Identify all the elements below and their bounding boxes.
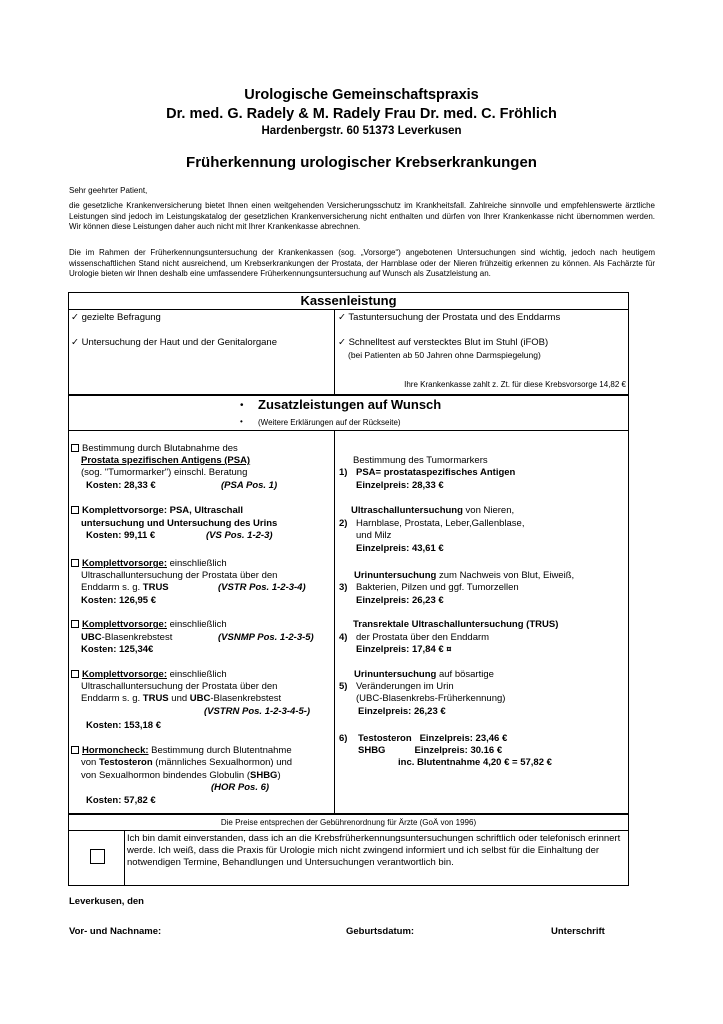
birthdate-label: Geburtsdatum:	[346, 926, 415, 937]
option-vstr: Komplettvorsorge: einschließlich	[71, 558, 227, 570]
option-psa: Bestimmung durch Blutabnahme des	[71, 443, 238, 455]
price-6-total: inc. Blutentnahme 4,20 € = 57,82 €	[398, 757, 552, 768]
vsnmp-line-2: UBC-Blasenkrebstest	[81, 632, 173, 643]
zusatz-subtitle: (Weitere Erklärungen auf der Rückseite)	[258, 418, 401, 427]
vs-line-2: untersuchung und Untersuchung des Urins	[81, 518, 278, 529]
consent-header-divider	[68, 830, 629, 831]
zusatz-title: Zusatzleistungen auf Wunsch	[258, 397, 442, 412]
zusatz-bullet-2: •	[240, 417, 243, 426]
psa-antigen-label: Prostata spezifischen Antigens (PSA)	[81, 455, 251, 466]
kassen-pay-note: Ihre Krankenkasse zahlt z. Zt. für diese Krebsvorsorge 14,82 €	[404, 380, 626, 389]
hor-code: (HOR Pos. 6)	[211, 782, 270, 793]
intro-paragraph-1: die gesetzliche Krankenversicherung bietet Ihnen einen weitgehenden Versicherungsschutz im Krankheitsfall. Zahlreiche sinnvolle und empfehlenswerte ärztliche Leistungen sind jedoch im Leistungskatalog der gesetzlichen Krankenversicherung nicht enthalten und dürfen von Ihrer Krankenkasse nicht übernommen werden. Wir können diese Leistungen daher auch nicht mit Ihrer Krankenkasse abrechnen.	[69, 201, 655, 232]
signature-label: Unterschrift	[551, 926, 605, 937]
hor-cost: Kosten: 57,82 €	[86, 795, 156, 806]
consent-text: Ich bin damit einverstanden, dass ich an die Krebsfrüherkennungsuntersuchungen schriftlich oder telefonisch erinnert werde. Ich weiß, dass die Praxis für Urologie mich nicht zwingend informiert und ich selbst für die Einhaltung der notwendigen Termine, Behandlungen und Untersuchungen verantwortlich bin.	[127, 833, 621, 869]
price-1-number: 1)	[339, 467, 348, 478]
vstr-checkbox[interactable]	[71, 559, 79, 567]
price-5-line-3: (UBC-Blasenkrebs-Früherkennung)	[356, 693, 506, 704]
vstr-line-2: Ultraschalluntersuchung der Prostata über den	[81, 570, 278, 581]
price-3-amount: Einzelpreis: 26,23 €	[356, 595, 444, 606]
doctors-line: Dr. med. G. Radely & M. Radely Frau Dr. med. C. Fröhlich	[166, 106, 557, 122]
consent-checkbox[interactable]	[90, 849, 105, 864]
option-vstrn: Komplettvorsorge: einschließlich	[71, 669, 227, 681]
vs-checkbox[interactable]	[71, 506, 79, 514]
price-2-amount: Einzelpreis: 43,61 €	[356, 543, 444, 554]
practice-address: Hardenbergstr. 60 51373 Leverkusen	[261, 125, 462, 137]
zusatz-header-divider	[68, 430, 629, 431]
kassen-item-ifob-note: (bei Patienten ab 50 Jahren ohne Darmspiegelung)	[348, 350, 541, 360]
hormoncheck-checkbox[interactable]	[71, 746, 79, 754]
vsnmp-checkbox[interactable]	[71, 620, 79, 628]
price-1-line-2: PSA= prostataspezifisches Antigen	[356, 467, 516, 478]
vsnmp-cost: Kosten: 125,34€	[81, 644, 154, 655]
price-3-line-2: Bakterien, Pilzen und ggf. Tumorzellen	[356, 582, 519, 593]
price-5-amount: Einzelpreis: 26,23 €	[358, 706, 446, 717]
price-4-line-1: Transrektale Ultraschalluntersuchung (TRUS)	[353, 619, 559, 630]
kassen-header-divider	[68, 309, 629, 310]
practice-name: Urologische Gemeinschaftspraxis	[244, 87, 479, 103]
price-4-number: 4)	[339, 632, 348, 643]
psa-checkbox[interactable]	[71, 444, 79, 452]
vstrn-line-3: Enddarm s. g. TRUS und UBC-Blasenkrebstest	[81, 693, 282, 704]
price-2-number: 2)	[339, 518, 348, 529]
price-5-line-1: Urinuntersuchung auf bösartige	[354, 669, 494, 680]
kassen-item-befragung: ✓ gezielte Befragung	[71, 312, 161, 323]
price-1-amount: Einzelpreis: 28,33 €	[356, 480, 444, 491]
price-5-number: 5)	[339, 681, 348, 692]
option-hormoncheck: Hormoncheck: Bestimmung durch Blutentnahme	[71, 745, 292, 757]
name-label: Vor- und Nachname:	[69, 926, 162, 937]
price-1-line-1: Bestimmung des Tumormarkers	[353, 455, 488, 466]
vstr-line-3: Enddarm s. g. TRUS	[81, 582, 169, 593]
vstrn-cost: Kosten: 153,18 €	[86, 720, 161, 731]
price-2-line-2: Harnblase, Prostata, Leber,Gallenblase,	[356, 518, 525, 529]
kassen-column-divider	[334, 309, 335, 395]
hor-line-2: von Testosteron (männliches Sexualhormon) und	[81, 757, 293, 768]
psa-cost: Kosten: 28,33 €	[86, 480, 156, 491]
psa-code: (PSA Pos. 1)	[221, 480, 278, 491]
price-3-number: 3)	[339, 582, 348, 593]
vstrn-line-2: Ultraschalluntersuchung der Prostata über den	[81, 681, 278, 692]
zusatz-column-divider	[334, 430, 335, 814]
price-3-line-1: Urinuntersuchung zum Nachweis von Blut, Eiweiß,	[354, 570, 575, 581]
price-2-line-3: und Milz	[356, 530, 392, 541]
kassen-item-haut: ✓ Untersuchung der Haut und der Genitalorgane	[71, 337, 278, 348]
option-vsnmp: Komplettvorsorge: einschließlich	[71, 619, 227, 631]
salutation: Sehr geehrter Patient,	[69, 186, 148, 195]
place-date-label: Leverkusen, den	[69, 896, 144, 907]
intro-paragraph-2: Die im Rahmen der Früherkennungsuntersuchung der Krankenkassen (sog. „Vorsorge“) angebotenen Untersuchungen sind wichtig, jedoch nach heutigem wissenschaftlichen Stand nicht ausreichend, um Krebserkrankungen der Prostata, der Harnblase oder der Nieren frühzeitig erkennen zu können. Als Fachärzte für Urologie bieten wir Ihnen deshalb eine umfassendere Früherkennungsuntersuchung auf Wunsch als Zusatzleistung an.	[69, 248, 655, 279]
prices-note: Die Preise entsprechen der Gebührenordnung für Ärzte (GoÄ von 1996)	[220, 818, 477, 827]
vstrn-checkbox[interactable]	[71, 670, 79, 678]
vs-cost: Kosten: 99,11 €	[86, 530, 156, 541]
zusatz-bullet: •	[240, 400, 244, 411]
price-5-line-2: Veränderungen im Urin	[356, 681, 454, 692]
document-title: Früherkennung urologischer Krebserkrankungen	[186, 154, 537, 171]
option-vs: Komplettvorsorge: PSA, Ultraschall	[71, 505, 243, 517]
kassen-title: Kassenleistung	[300, 293, 397, 308]
consent-column-divider	[124, 830, 125, 886]
hor-line-3: von Sexualhormon bindendes Globulin (SHBG)	[81, 770, 281, 781]
vsnmp-code: (VSNMP Pos. 1-2-3-5)	[218, 632, 314, 643]
price-6-shbg: SHBG Einzelpreis: 30.16 €	[358, 745, 503, 756]
vstr-cost: Kosten: 126,95 €	[81, 595, 156, 606]
vstr-code: (VSTR Pos. 1-2-3-4)	[218, 582, 306, 593]
vs-code: (VS Pos. 1-2-3)	[206, 530, 273, 541]
price-2-line-1: Ultraschalluntersuchung von Nieren,	[351, 505, 515, 516]
kassen-item-ifob: ✓ Schnelltest auf verstecktes Blut im Stuhl (iFOB)	[338, 337, 549, 348]
price-6-testosteron: Testosteron Einzelpreis: 23,46 €	[358, 733, 508, 744]
price-4-line-2: der Prostata über den Enddarm	[356, 632, 490, 643]
psa-tumormarker-label: (sog. "Tumormarker") einschl. Beratung	[81, 467, 248, 478]
vstrn-code: (VSTRN Pos. 1-2-3-4-5-)	[204, 706, 311, 717]
price-6-number: 6)	[339, 733, 348, 744]
kassen-item-tastuntersuchung: ✓ Tastuntersuchung der Prostata und des Enddarms	[338, 312, 561, 323]
price-4-amount: Einzelpreis: 17,84 € ¤	[356, 644, 452, 655]
